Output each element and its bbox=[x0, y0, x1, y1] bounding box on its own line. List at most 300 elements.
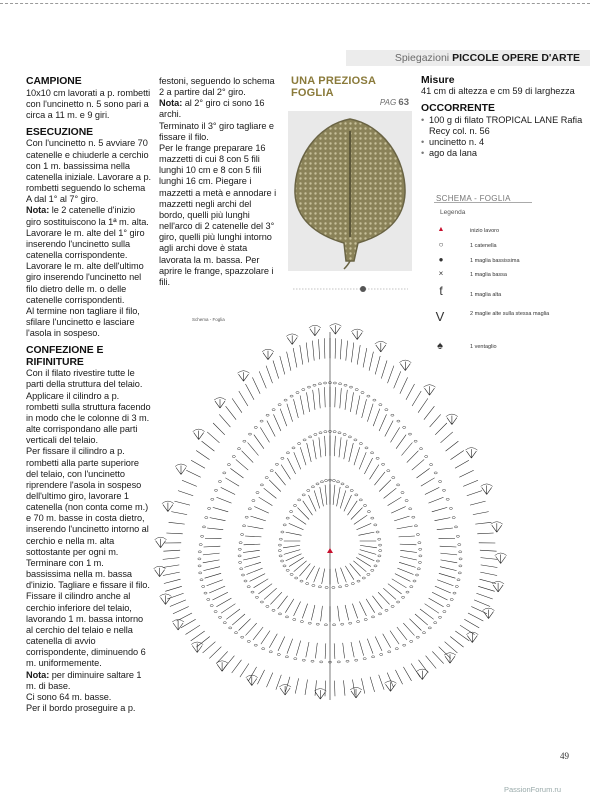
fan-arc bbox=[444, 653, 456, 656]
stitch-post bbox=[397, 627, 407, 640]
chain-stitch bbox=[452, 517, 455, 519]
stitch-post bbox=[224, 656, 235, 669]
stitch-post bbox=[274, 414, 281, 431]
chain-stitch bbox=[234, 632, 237, 634]
stitch-post bbox=[441, 560, 458, 563]
stitch-post bbox=[439, 573, 456, 578]
page-number: 49 bbox=[560, 751, 569, 761]
fan-arc bbox=[214, 398, 226, 401]
stitch-post bbox=[287, 639, 293, 654]
chain-stitch bbox=[210, 605, 213, 607]
legend-label-slip: 1 maglia bassissima bbox=[470, 258, 520, 264]
chain-stitch bbox=[309, 436, 312, 438]
stitch-post bbox=[396, 435, 406, 449]
middle-note-text: al 2° giro ci sono 16 archi. bbox=[159, 98, 265, 120]
stitch-post bbox=[210, 518, 226, 521]
stitch-post bbox=[394, 371, 401, 388]
stitch-post bbox=[239, 391, 248, 406]
stitch-post bbox=[432, 592, 447, 600]
chain-stitch bbox=[272, 409, 275, 411]
stitch-post bbox=[226, 406, 237, 420]
fan-arc bbox=[375, 341, 387, 344]
chain-stitch bbox=[344, 384, 347, 386]
stitch-post bbox=[299, 564, 310, 577]
chain-stitch bbox=[307, 386, 310, 388]
stitch-post bbox=[167, 593, 183, 599]
stitch-post bbox=[366, 599, 375, 613]
stitch-post bbox=[300, 447, 306, 465]
stitch-post bbox=[340, 388, 342, 408]
fan-arc bbox=[216, 661, 228, 664]
stitch-post bbox=[294, 602, 301, 616]
fan-arc bbox=[483, 608, 495, 611]
chain-stitch bbox=[229, 627, 232, 629]
fan-arc bbox=[162, 501, 174, 504]
chain-stitch bbox=[316, 483, 319, 485]
materials-item: • ago da lana bbox=[421, 148, 586, 159]
chain-stitch bbox=[363, 505, 366, 507]
stitch-post bbox=[411, 664, 420, 678]
chain-stitch bbox=[205, 517, 208, 519]
fan-stitch bbox=[215, 399, 225, 408]
carousel-scrollbar[interactable] bbox=[293, 286, 408, 292]
fan-stitch bbox=[376, 343, 386, 352]
stitch-post bbox=[361, 678, 364, 693]
chain-stitch bbox=[333, 382, 336, 384]
stitch-post bbox=[281, 465, 290, 480]
chain-stitch bbox=[303, 439, 306, 441]
fan-stitch bbox=[163, 503, 173, 512]
chain-stitch bbox=[403, 644, 406, 646]
stitch-post bbox=[213, 592, 228, 600]
fan-arc bbox=[491, 522, 503, 525]
stitch-post bbox=[478, 586, 495, 591]
chain-stitch bbox=[254, 426, 257, 428]
stitch-post bbox=[182, 480, 197, 486]
stitch-post bbox=[246, 384, 255, 400]
occorrente-heading: OCCORRENTE bbox=[421, 103, 495, 115]
stitch-post bbox=[353, 680, 356, 695]
fan-arc bbox=[286, 334, 298, 337]
chain-stitch bbox=[379, 404, 382, 406]
stitch-post bbox=[247, 568, 263, 574]
stitch-post bbox=[335, 338, 336, 358]
chain-stitch bbox=[454, 526, 457, 528]
stitch-post bbox=[335, 681, 336, 697]
chain-stitch bbox=[247, 640, 250, 642]
chain-stitch bbox=[313, 384, 316, 386]
stitch-post bbox=[209, 647, 221, 659]
chain-stitch bbox=[373, 399, 376, 401]
fan-arc bbox=[481, 484, 493, 487]
chain-stitch bbox=[239, 542, 242, 544]
stitch-post bbox=[397, 526, 413, 529]
stitch-post bbox=[294, 452, 301, 469]
stitch-post bbox=[319, 339, 320, 359]
fan-arc bbox=[160, 594, 172, 597]
stitch-post bbox=[375, 637, 382, 651]
stitch-post bbox=[213, 423, 225, 435]
diagram-start-marker bbox=[327, 548, 333, 553]
chain-stitch bbox=[314, 434, 317, 436]
stitch-post bbox=[350, 392, 353, 412]
chain-stitch bbox=[320, 661, 323, 663]
chain-stitch bbox=[337, 481, 340, 483]
start-marker-icon: ▲ bbox=[437, 226, 445, 233]
stitch-post bbox=[340, 339, 341, 359]
chain-stitch bbox=[266, 605, 269, 607]
stitch-post bbox=[432, 651, 443, 663]
chain-stitch bbox=[341, 623, 344, 625]
fan-arc bbox=[416, 669, 428, 672]
stitch-post bbox=[313, 440, 316, 460]
stitch-post bbox=[325, 485, 327, 505]
stitch-post bbox=[286, 554, 302, 561]
stitch-post bbox=[246, 623, 257, 635]
confezione-continue: Per il bordo proseguire a p. bbox=[26, 702, 136, 713]
stitch-post bbox=[421, 478, 435, 486]
chain-stitch bbox=[380, 654, 383, 656]
chain-stitch bbox=[425, 456, 428, 458]
stitch-post bbox=[203, 560, 220, 563]
stitch-post bbox=[303, 501, 313, 515]
chain-stitch bbox=[412, 516, 415, 518]
fan-arc bbox=[495, 553, 507, 556]
stitch-post bbox=[370, 465, 379, 480]
stitch-post bbox=[261, 631, 270, 645]
fan-stitch bbox=[445, 654, 455, 663]
stitch-post bbox=[357, 345, 360, 365]
chain-stitch bbox=[355, 494, 358, 496]
chain-stitch bbox=[374, 524, 377, 526]
stitch-post bbox=[409, 619, 421, 631]
stitch-post bbox=[359, 554, 375, 561]
fan-arc bbox=[466, 632, 478, 635]
chain-stitch bbox=[382, 463, 385, 465]
stitch-post bbox=[300, 345, 303, 365]
note-text: le 2 catenelle d'inizio giro sostituiscono la 1ª m. alta. Lavorare le m. alte del 1° giro inserendo l'uncinetto sulla catenella corrispondente. Lavorare le m. alte dell'ultimo giro inserendo l'uncinetto nel filo dietro delle m. o delle catenelle corrispondenti. bbox=[26, 205, 149, 305]
stitch-post bbox=[400, 544, 417, 545]
stitch-post bbox=[345, 390, 347, 410]
stitch-post bbox=[186, 470, 200, 477]
chain-stitch bbox=[446, 498, 449, 500]
chain-stitch bbox=[410, 586, 413, 588]
stitch-post bbox=[379, 480, 391, 492]
chain-stitch bbox=[371, 569, 374, 571]
fan-stitch bbox=[156, 539, 166, 548]
chain-stitch bbox=[371, 452, 374, 454]
chain-stitch bbox=[395, 648, 398, 650]
chain-stitch bbox=[293, 505, 296, 507]
chain-stitch bbox=[328, 382, 331, 384]
fan-stitch bbox=[466, 449, 476, 458]
carousel-position-dot[interactable] bbox=[360, 286, 366, 292]
chain-stitch bbox=[443, 611, 446, 613]
stitch-post bbox=[254, 579, 269, 588]
stitch-post bbox=[276, 675, 281, 690]
chain-stitch bbox=[447, 605, 450, 607]
chain-stitch bbox=[295, 577, 298, 579]
chain-stitch bbox=[272, 609, 275, 611]
chain-stitch bbox=[392, 477, 395, 479]
fan-stitch bbox=[161, 595, 171, 604]
stitch-post bbox=[481, 558, 498, 560]
stitch-post bbox=[325, 387, 326, 407]
stitch-post bbox=[264, 488, 277, 498]
stitch-post bbox=[219, 414, 230, 427]
stitch-post bbox=[293, 348, 297, 367]
chain-stitch bbox=[278, 550, 281, 552]
stitch-post bbox=[425, 487, 439, 494]
stitch-post bbox=[415, 614, 428, 625]
stitch-post bbox=[397, 568, 413, 574]
stitch-post bbox=[432, 507, 447, 511]
schema-title: SCHEMA - FOGLIA bbox=[436, 194, 511, 203]
stitch-post bbox=[335, 387, 336, 407]
fan-arc bbox=[262, 349, 274, 352]
chain-stitch bbox=[302, 659, 305, 661]
stitch-post bbox=[244, 562, 261, 567]
middle-text-3: Per le frange preparare 16 mazzetti di cui 8 con 5 fili lunghi 10 cm e 8 con 5 fili lunghi 16 cm. Piegare i mazzetti a metà e annodare i mazzetti negli archi del bordo, quelli più lunghi nell'arco di 2 catenelle del 3° giro, quelli più lunghi intorno agli archi dove è stata lavorata la m. bassa. Per aprire le frange, spazzolare i fili. bbox=[159, 142, 277, 287]
stitch-post bbox=[254, 507, 268, 514]
stitch-post bbox=[298, 508, 310, 520]
chain-stitch bbox=[312, 585, 315, 587]
chain-stitch bbox=[290, 511, 293, 513]
fan-stitch bbox=[173, 621, 183, 630]
stitch-post bbox=[259, 497, 273, 505]
stitch-post bbox=[481, 565, 498, 568]
stitch-post bbox=[280, 409, 287, 426]
stitch-post bbox=[412, 391, 421, 406]
stitch-post bbox=[249, 667, 257, 681]
schema-title-rule bbox=[434, 202, 532, 203]
misure-text: 41 cm di altezza e cm 59 di larghezza bbox=[421, 86, 575, 97]
chain-stitch bbox=[248, 433, 251, 435]
chain-stitch bbox=[275, 463, 278, 465]
esecuzione-text: Con l'uncinetto n. 5 avviare 70 catenelle e chiuderle a cerchio con 1 m. bassissima nella catenella iniziale. Lavorare a p. rombetti seguendo lo schema A dal 1° al 7° giro. bbox=[26, 138, 152, 205]
chain-stitch bbox=[324, 431, 327, 433]
stitch-post bbox=[359, 602, 366, 616]
fan-stitch bbox=[417, 671, 427, 680]
stitch-post bbox=[474, 600, 490, 607]
fan-arc bbox=[314, 689, 326, 692]
chain-stitch bbox=[255, 596, 258, 598]
header-magazine: PICCOLE OPERE D'ARTE bbox=[452, 52, 580, 64]
fan-stitch bbox=[493, 583, 503, 592]
chain-stitch bbox=[328, 661, 331, 663]
campione-text: 10x10 cm lavorati a p. rombetti con l'uncinetto n. 5 sono pari a circa a 11 m. e 9 giri. bbox=[26, 87, 151, 120]
stitch-post bbox=[293, 515, 306, 524]
stitch-post bbox=[267, 421, 275, 437]
chain-stitch bbox=[265, 477, 268, 479]
stitch-post bbox=[339, 437, 341, 457]
stitch-post bbox=[207, 528, 223, 530]
middle-text-1: festoni, seguendo lo schema 2 a partire dal 2° giro. bbox=[159, 76, 275, 98]
chain-stitch bbox=[428, 627, 431, 629]
chain-stitch bbox=[286, 517, 289, 519]
chain-stitch bbox=[341, 483, 344, 485]
chain-stitch bbox=[416, 534, 419, 536]
stitch-post bbox=[302, 604, 307, 619]
fan-stitch bbox=[239, 372, 249, 381]
dc-increase-icon: V bbox=[435, 309, 445, 324]
stitch-post bbox=[283, 545, 300, 547]
chain-stitch bbox=[296, 392, 299, 394]
stitch-post bbox=[464, 619, 479, 628]
chain-stitch bbox=[290, 573, 293, 575]
stitch-post bbox=[236, 459, 248, 470]
esecuzione-end: Al termine non tagliare il filo, sfilare l'uncinetto e lasciare l'asola in sospeso. bbox=[26, 305, 140, 339]
stitch-post bbox=[373, 409, 380, 426]
stitch-post bbox=[196, 637, 209, 648]
esecuzione-heading: ESECUZIONE bbox=[26, 126, 94, 138]
stitch-post bbox=[367, 639, 373, 654]
chain-stitch bbox=[204, 592, 207, 594]
chain-stitch bbox=[388, 651, 391, 653]
chain-stitch bbox=[324, 382, 327, 384]
stitch-post bbox=[243, 556, 260, 560]
leaf-photo bbox=[288, 111, 412, 271]
photo-panel bbox=[285, 75, 415, 300]
stitch-post bbox=[352, 604, 357, 619]
note-label: Nota: bbox=[26, 205, 50, 216]
stitch-post bbox=[314, 568, 320, 583]
stitch-post bbox=[385, 421, 393, 437]
fan-arc bbox=[465, 448, 477, 451]
chain-stitch bbox=[406, 591, 409, 593]
chain-stitch bbox=[266, 414, 269, 416]
stitch-post bbox=[217, 497, 232, 503]
chain-stitch bbox=[318, 586, 321, 588]
stitch-post bbox=[463, 480, 478, 486]
stitch-post bbox=[335, 569, 338, 584]
fan-arc bbox=[155, 537, 167, 540]
middle-text-2: Terminato il 3° giro tagliare e fissare il filo. bbox=[159, 120, 274, 142]
stitch-post bbox=[359, 641, 363, 656]
stitch-post bbox=[362, 399, 367, 418]
chain-stitch bbox=[318, 383, 321, 385]
diagram-stitches bbox=[154, 324, 507, 700]
chain-stitch bbox=[245, 516, 248, 518]
chain-stitch bbox=[349, 386, 352, 388]
chain-stitch bbox=[367, 511, 370, 513]
chain-stitch bbox=[218, 616, 221, 618]
chain-stitch bbox=[218, 481, 221, 483]
confezione-note bbox=[26, 670, 151, 692]
materials-panel bbox=[421, 75, 586, 159]
chain-stitch bbox=[248, 508, 251, 510]
stitch-post bbox=[400, 556, 417, 560]
stitch-post bbox=[325, 436, 326, 456]
stitch-post bbox=[429, 497, 444, 503]
chain-stitch bbox=[247, 586, 250, 588]
chain-stitch bbox=[415, 574, 418, 576]
pag-number: 63 bbox=[398, 97, 409, 108]
stitch-post bbox=[350, 564, 361, 577]
stitch-post bbox=[320, 487, 324, 506]
chain-stitch bbox=[422, 632, 425, 634]
stitch-post bbox=[338, 606, 340, 621]
chain-stitch bbox=[260, 420, 263, 422]
stitch-post bbox=[207, 580, 223, 586]
stitch-post bbox=[477, 533, 493, 534]
chain-stitch bbox=[311, 660, 314, 662]
chain-stitch bbox=[311, 486, 314, 488]
stitch-post bbox=[424, 406, 435, 420]
stitch-post bbox=[388, 584, 402, 594]
stitch-post bbox=[476, 593, 492, 599]
stitch-post bbox=[440, 553, 457, 555]
chain-stitch bbox=[278, 544, 281, 546]
stitch-post bbox=[171, 512, 187, 515]
stitch-post bbox=[356, 557, 371, 566]
fan-stitch bbox=[352, 331, 362, 340]
header-section: Spiegazioni bbox=[394, 52, 450, 64]
stitch-post bbox=[319, 437, 321, 457]
stitch-post bbox=[334, 436, 335, 456]
stitch-post bbox=[232, 398, 242, 412]
chain-stitch bbox=[414, 525, 417, 527]
stitch-post bbox=[266, 366, 272, 384]
middle-column bbox=[159, 76, 279, 288]
chain-stitch bbox=[379, 550, 382, 552]
chain-stitch bbox=[300, 580, 303, 582]
stitch-post bbox=[425, 604, 439, 614]
stitch-post bbox=[307, 392, 310, 412]
chain-stitch bbox=[339, 383, 342, 385]
stitch-post bbox=[312, 341, 314, 361]
chain-stitch bbox=[345, 585, 348, 587]
stitch-post bbox=[399, 562, 416, 567]
chain-stitch bbox=[337, 661, 340, 663]
stitch-post bbox=[165, 586, 182, 591]
chain-stitch bbox=[201, 535, 204, 537]
fan-arc bbox=[446, 414, 458, 417]
stitch-post bbox=[388, 366, 394, 384]
stitch-post bbox=[451, 451, 464, 460]
fan-stitch bbox=[194, 431, 204, 440]
chain-stitch bbox=[298, 499, 301, 501]
chain-stitch bbox=[419, 448, 422, 450]
stitch-post bbox=[307, 443, 312, 462]
chain-stitch bbox=[343, 434, 346, 436]
chain-stitch bbox=[350, 490, 353, 492]
chain-stitch bbox=[286, 452, 289, 454]
chain-stitch bbox=[256, 492, 259, 494]
chain-stitch bbox=[316, 623, 319, 625]
stitch-post bbox=[253, 627, 263, 640]
stitch-post bbox=[471, 607, 487, 614]
stitch-post bbox=[403, 623, 414, 635]
chain-stitch bbox=[278, 404, 281, 406]
stitch-post bbox=[294, 399, 299, 418]
chain-stitch bbox=[240, 568, 243, 570]
chain-stitch bbox=[293, 619, 296, 621]
stitch-post bbox=[460, 625, 475, 634]
chain-stitch bbox=[456, 535, 459, 537]
top-rule bbox=[0, 0, 590, 22]
chain-stitch bbox=[372, 656, 375, 658]
chain-stitch bbox=[365, 447, 368, 449]
chain-stitch bbox=[361, 392, 364, 394]
stitch-post bbox=[269, 634, 277, 648]
stitch-post bbox=[221, 487, 235, 494]
stitch-post bbox=[475, 522, 491, 524]
stitch-post bbox=[300, 396, 304, 415]
stitch-post bbox=[426, 656, 437, 669]
stitch-post bbox=[178, 491, 193, 496]
chain-stitch bbox=[355, 659, 358, 661]
